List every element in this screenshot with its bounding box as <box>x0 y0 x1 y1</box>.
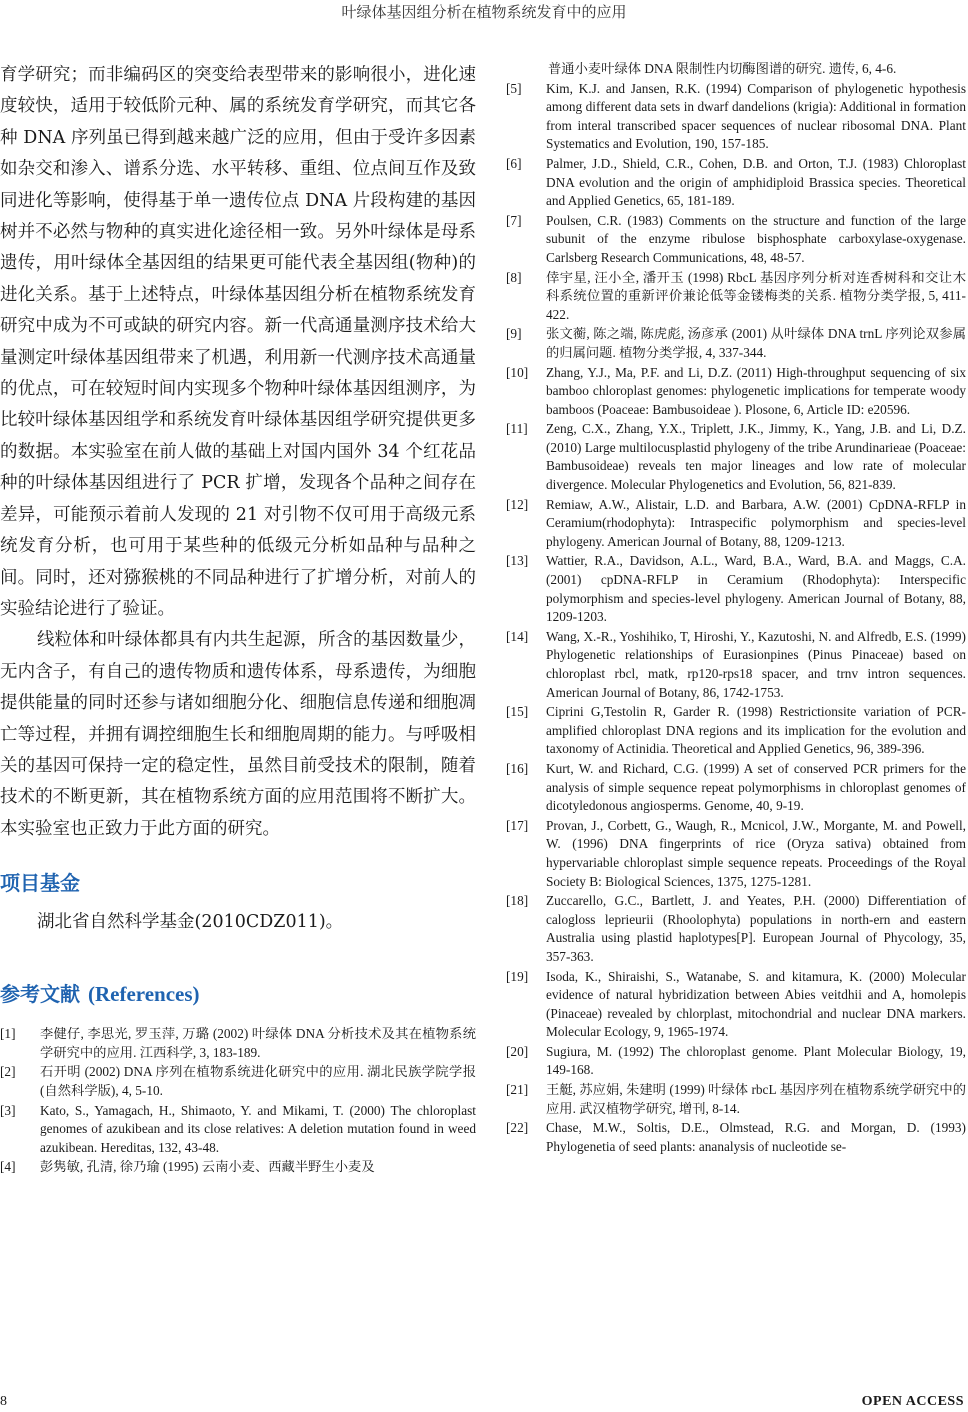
reference-number: [14] <box>506 628 529 644</box>
reference-item <box>506 1043 966 1080</box>
reference-number: [12] <box>506 496 529 512</box>
references-title-cn: 参考文献 <box>0 982 80 1007</box>
reference-item <box>506 496 966 552</box>
reference-item <box>506 760 966 816</box>
reference-continuation: 普通小麦叶绿体 DNA 限制性内切酶图谱的研究. 遗传, 6, 4-6. <box>548 61 897 76</box>
reference-text: 张文蘅, 陈之端, 陈虎彪, 汤彦承 (2001) 从叶绿体 DNA trnL 序列论双参属的归属问题. 植物分类学报, 4, 337-344. <box>546 326 966 360</box>
reference-number: [15] <box>506 704 529 720</box>
reference-item <box>506 212 966 268</box>
reference-item <box>506 968 966 1042</box>
reference-item <box>506 703 966 759</box>
reference-text: Provan, J., Corbett, G., Waugh, R., Mcnicol, J.W., Morgante, M. and Powell, W. (1996) DNA fingerprints of rice (Oryza sativa) obtained from hypervariable chloroplast simple sequence repeats. Proceedings of the Royal Society B: Biological Sciences, 1375, 1275-1281. <box>546 817 966 889</box>
reference-text: 李健仔, 李思光, 罗玉萍, 万璐 (2002) 叶绿体 DNA 分析技术及其在植物系统学研究中的应用. 江西科学, 3, 183-189. <box>40 1026 476 1060</box>
reference-text: Wang, X.-R., Yoshihiko, T, Hiroshi, Y., Kazutoshi, N. and Alfredb, E.S. (1999) Phylogenetic relationships of Eurasionpines (Pinus Pinaceae) based on chloroplast rbcl, matk, rp120-rps18 spacer, and trnv intron sequences. American Journal of Botany, 86, 1742-1753. <box>546 628 966 700</box>
reference-item <box>0 1102 476 1158</box>
running-header: 叶绿体基因组分析在植物系统发育中的应用 <box>341 3 627 21</box>
reference-item <box>506 817 966 891</box>
reference-text: Remiaw, A.W., Alistair, L.D. and Barbara, A.W. (2001) CpDNA-RFLP in Ceramium(rhodophyta): Intraspecific polymorphism and species-level phylogeny. American Journal of Botany, 88, 1209-1213. <box>546 496 966 549</box>
reference-text: Zeng, C.X., Zhang, Y.X., Triplett, J.K., Jimmy, K., Yang, J.B. and Li, D.Z. (2010) Large multilocusplastid phylogeny of the tribe Arundinarieae (Poaceae: Bambusoideae) reveals ten major lineages and low rate of molecular divergence. Molecular Phylogenetics and Evolution, 56, 821-839. <box>546 421 966 493</box>
reference-text: Isoda, K., Shiraishi, S., Watanabe, S. and kitamura, K. (2000) Molecular evidence of natural hybridization between Abies veitdhii and A, homolepis (Pinaceae) revealed by chlorplast, mitochondrial and nuclear DNA markers. Molecular Ecology, 9, 1965-1974. <box>546 968 966 1040</box>
reference-item <box>506 1081 966 1118</box>
reference-number: [4] <box>0 1159 16 1175</box>
reference-list-left <box>0 1025 476 1177</box>
reference-number: [9] <box>506 326 522 342</box>
reference-number: [13] <box>506 553 529 569</box>
reference-text: Poulsen, C.R. (1983) Comments on the structure and function of the large subunit of the enzyme ribulose bisphosphate carboxylase-oxygenase. Carlsberg Research Communications, 48, 48-57. <box>546 212 966 265</box>
reference-number: [10] <box>506 364 529 380</box>
reference-number: [17] <box>506 817 529 833</box>
reference-number: [11] <box>506 421 528 437</box>
body-paragraph-1: 育学研究；而非编码区的突变给表型带来的影响很小，进化速度较快，适用于较低阶元种、属的系统发育学研究，而其它各种 DNA 序列虽已得到越来越广泛的应用，但由于受许多因素如杂交和渗入、谱系分选、水平转移、重组、位点间互作及致同进化等影响，使得基于单一遗传位点 DNA 片段构建的基因树并不必然与物种的真实进化途径相一致。另外叶绿体是母系遗传，用叶绿体全基因组的结果更可能代表全基因组(物种)的进化关系。基于上述特点，叶绿体基因组分析在植物系统发育研究中成为不可或缺的研究内容。新一代高通量测序技术给大量测定叶绿体基因组带来了机遇，利用新一代测序技术高通量的优点，可在较短时间内实现多个物种叶绿体基因组测序，为比较叶绿体基因组学和系统发育叶绿体基因组学研究提供更多的数据。本实验室在前人做的基础上对国内国外 34 个红花品种的叶绿体基因组进行了 PCR 扩增，发现各个品种之间存在差异，可能预示着前人发现的 21 对引物不仅可用于高级元系统发育分析，也可用于某些种的低级元分析如品种与品种之间。同时，还对猕猴桃的不同品种进行了扩增分析，对前人的实验结论进行了验证。 <box>0 65 476 619</box>
reference-text: Kato, S., Yamagach, H., Shimaoto, Y. and Mikami, T. (2000) The chloroplast genomes of azukibean and its close relatives: A deletion mutation found in weed azukibean. Hereditas, 132, 43-48. <box>40 1102 476 1155</box>
reference-text: Zuccarello, G.C., Bartlett, J. and Yeates, P.H. (2000) Differentiation of calogloss leprieurii (Rhoolophyta) populations in north-ern and eastern Australia using plastid haplotypes[P]. European Journal of Phycology, 35, 357-363. <box>546 893 966 964</box>
reference-item <box>0 1063 476 1100</box>
reference-text: Kim, K.J. and Jansen, R.K. (1994) Comparison of phylogenetic hypothesis among different data sets in dwarf dandelions (krigia): Additional in formation from interal transcribed spacer sequences of nuclear ribosomal DNA. Plant Systematics and Evolution, 190, 157-185. <box>546 80 966 152</box>
reference-text: Chase, M.W., Soltis, D.E., Olmstead, R.G. and Morgan, D. (1993) Phylogenetia of seed plants: ananalysis of nucleotide se- <box>546 1120 966 1154</box>
reference-item <box>506 155 966 211</box>
reference-text: 倖宇星, 汪小全, 潘开玉 (1998) RbcL 基因序列分析对连香树科和交让木科系统位置的重新评价兼论低等金镂梅类的关系. 植物分类学报, 5, 411-422. <box>546 269 966 322</box>
reference-item <box>506 892 966 966</box>
reference-text: Kurt, W. and Richard, C.G. (1999) A set of conserved PCR primers for the analysis of simple sequence repeat polymorphisms in chloroplast genomes of dicotyledonous angiosperms. Genome, 40, 9-19. <box>546 760 966 814</box>
reference-number: [3] <box>0 1102 16 1118</box>
reference-item <box>0 1025 476 1062</box>
reference-text: Ciprini G,Testolin R, Garder R. (1998) Restrictionsite variation of PCR-amplified chloroplast DNA regions and its implication for the evolution and taxonomy of Actinidia. Theoretical and Applied Genetics, 96, 389-396. <box>546 704 966 757</box>
reference-number: [2] <box>0 1064 16 1080</box>
reference-item <box>506 1119 966 1156</box>
reference-number: [16] <box>506 760 529 776</box>
reference-text: 王艇, 苏应娟, 朱建明 (1999) 叶绿体 rbcL 基因序列在植物系统学研究中的应用. 武汉植物学研究, 增刊, 8-14. <box>546 1082 966 1116</box>
reference-text: Sugiura, M. (1992) The chloroplast genome. Plant Molecular Biology, 19, 149-168. <box>546 1043 966 1078</box>
references-title <box>0 978 476 1007</box>
references-title-en: (References) <box>88 982 200 1007</box>
reference-number: [5] <box>506 80 522 96</box>
reference-item <box>506 552 966 626</box>
reference-text: 石开明 (2002) DNA 序列在植物系统进化研究中的应用. 湖北民族学院学报(自然科学版), 4, 5-10. <box>40 1064 476 1098</box>
reference-item <box>506 628 966 702</box>
reference-item <box>506 269 966 325</box>
reference-text: Zhang, Y.J., Ma, P.F. and Li, D.Z. (2011) High-throughput sequencing of six bamboo chloroplast genomes: phylogenetic implications for temperate woody bamboos (Poaceae: Bambusoideae ). Plosone, 6, Article ID: e20596. <box>546 364 966 417</box>
body-paragraph-2: 线粒体和叶绿体都具有内共生起源，所含的基因数量少，无内含子，有自己的遗传物质和遗传体系，母系遗传，为细胞提供能量的同时还参与诸如细胞分化、细胞信息传递和细胞凋亡等过程，并拥有调控细胞生长和细胞周期的能力。与呼吸相关的基因可保持一定的稳定性，虽然目前受技术的限制，随着技术的不断更新，其在植物系统方面的应用范围将不断扩大。本实验室也正致力于此方面的研究。 <box>0 630 476 839</box>
funding-title: 项目基金 <box>0 871 80 896</box>
page-number: 8 <box>0 1394 7 1409</box>
reference-number: [6] <box>506 155 522 171</box>
right-column <box>506 60 966 1157</box>
reference-text: 彭隽敏, 孔清, 徐乃瑜 (1995) 云南小麦、西藏半野生小麦及 <box>40 1159 375 1175</box>
reference-item <box>506 325 966 362</box>
reference-item <box>506 420 966 494</box>
reference-number: [22] <box>506 1120 529 1136</box>
reference-text: Wattier, R.A., Davidson, A.L., Ward, B.A., Ward, B.A. and Maggs, C.A. (2001) cpDNA-RFLP in Ceramium (Rhodophyta): Interspecific polymorphism and species-level phylogeny. American Journal of Botany, 88, 1209-1203. <box>546 553 966 625</box>
reference-number: [7] <box>506 212 522 228</box>
open-access-label: OPEN ACCESS <box>861 1394 964 1409</box>
reference-number: [8] <box>506 269 522 285</box>
reference-text: Palmer, J.D., Shield, C.R., Cohen, D.B. and Orton, T.J. (1983) Chloroplast DNA evolution and the origin of amphidiploid Brassica species. Theoretical and Applied Genetics, 65, 181-189. <box>546 155 966 209</box>
reference-number: [19] <box>506 968 529 984</box>
reference-number: [18] <box>506 893 529 909</box>
funding-text: 湖北省自然科学基金(2010CDZ011)。 <box>37 912 344 933</box>
reference-number: [21] <box>506 1082 529 1098</box>
reference-number: [20] <box>506 1043 529 1059</box>
reference-item <box>506 80 966 154</box>
reference-number: [1] <box>0 1026 16 1042</box>
reference-item <box>506 364 966 420</box>
left-column <box>0 60 476 1178</box>
reference-item <box>0 1158 476 1177</box>
